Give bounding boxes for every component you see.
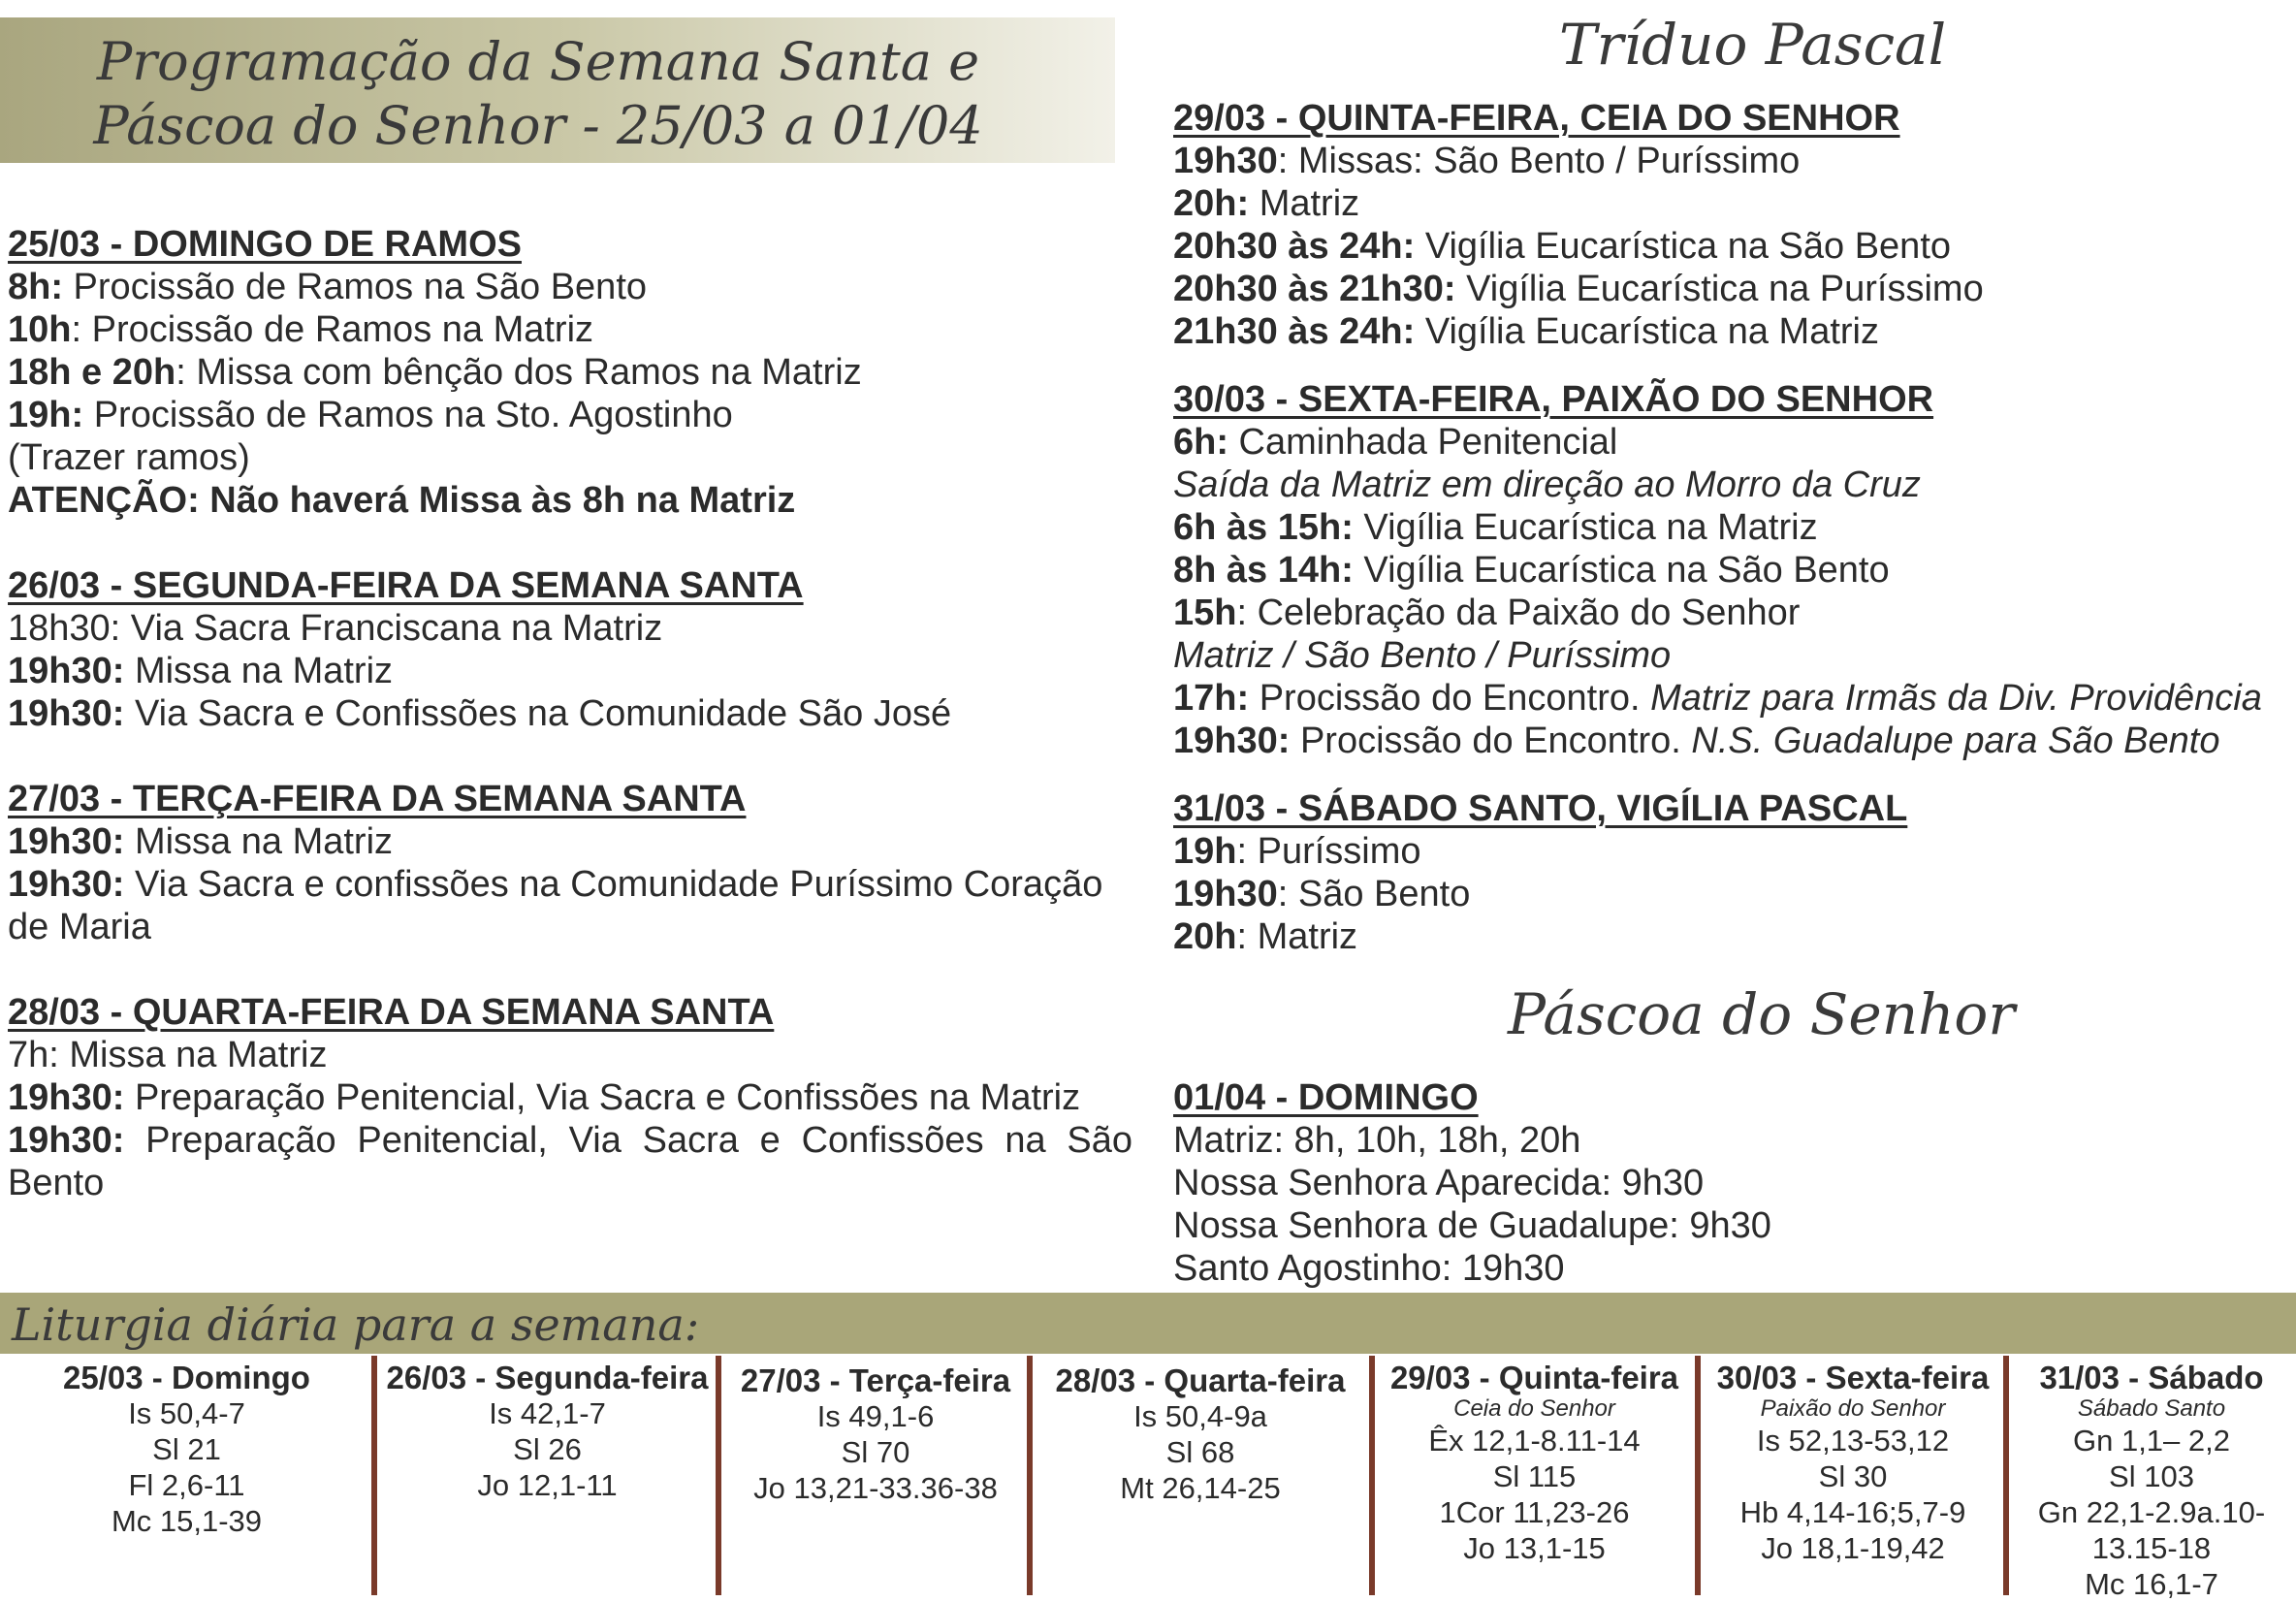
liturgy-day-label: 31/03 - Sábado (2039, 1360, 2264, 1395)
pascoa-schedule (1173, 1076, 2288, 1290)
pascoa-title: Páscoa do Senhor (1508, 981, 2016, 1047)
liturgy-day-label: 30/03 - Sexta-feira (1716, 1360, 1990, 1395)
schedule-line: 19h30: Preparação Penitencial, Via Sacra e Confissões na Matriz (8, 1077, 1081, 1118)
schedule-section (1173, 378, 2288, 762)
liturgy-day-label: 27/03 - Terça-feira (740, 1362, 1011, 1398)
column-divider (716, 1356, 721, 1595)
liturgy-day-label: 25/03 - Domingo (63, 1360, 310, 1395)
section-heading: 30/03 - SEXTA-FEIRA, PAIXÃO DO SENHOR (1173, 379, 1934, 420)
liturgy-day (1377, 1360, 1692, 1566)
column-divider (2003, 1356, 2009, 1595)
reading: Is 52,13-53,12 (1756, 1424, 1950, 1458)
liturgy-day (725, 1362, 1026, 1506)
schedule-section (1173, 787, 2288, 958)
reading: Gn 22,1-2.9a.10-13.15-18 (2037, 1495, 2266, 1565)
reading: Sl 70 (841, 1435, 910, 1469)
reading: 1Cor 11,23-26 (1439, 1495, 1630, 1529)
schedule-line: 19h30: Missa na Matriz (8, 651, 394, 691)
schedule-line: 17h: Procissão do Encontro. Matriz para Irmãs da Div. Providência (1173, 678, 2262, 719)
schedule-line: 19h30: Via Sacra e Confissões na Comunidade São José (8, 693, 952, 734)
reading: Is 50,4-7 (128, 1396, 245, 1430)
schedule-line: 19h30: Missa na Matriz (8, 821, 394, 862)
reading: Mt 26,14-25 (1120, 1471, 1281, 1505)
reading: Êx 12,1-8.11-14 (1428, 1424, 1641, 1458)
column-divider (1695, 1356, 1701, 1595)
schedule-line: 19h: Procissão de Ramos na Sto. Agostinho (8, 395, 733, 435)
liturgy-day-label: 29/03 - Quinta-feira (1389, 1360, 1679, 1395)
page-title-line1: Programação da Semana Santa e (96, 31, 980, 92)
reading: Fl 2,6-11 (128, 1468, 245, 1502)
section-heading: 28/03 - QUARTA-FEIRA DA SEMANA SANTA (8, 992, 775, 1033)
schedule-line: 21h30 às 24h: Vigília Eucarística na Matriz (1173, 311, 1879, 352)
schedule-section (8, 223, 1132, 522)
reading: Sl 103 (2109, 1459, 2194, 1493)
liturgy-title: Liturgia diária para a semana: (12, 1298, 700, 1351)
reading: Sl 115 (1492, 1459, 1577, 1493)
schedule-line: 19h30: Via Sacra e confissões na Comunidade Puríssimo Coração de Maria (8, 864, 1103, 947)
column-divider (1369, 1356, 1375, 1595)
section-heading: 29/03 - QUINTA-FEIRA, CEIA DO SENHOR (1173, 98, 1900, 139)
schedule-line: 19h30: Procissão do Encontro. N.S. Guadalupe para São Bento (1173, 721, 2220, 761)
schedule-line: 8h às 14h: Vigília Eucarística na São Bento (1173, 550, 1890, 591)
liturgy-day-subtitle: Ceia do Senhor (1453, 1395, 1615, 1422)
reading: Jo 18,1-19,42 (1761, 1531, 1945, 1565)
page-title-line2: Páscoa do Senhor - 25/03 a 01/04 (93, 95, 983, 156)
schedule-line: 8h: Procissão de Ramos na São Bento (8, 267, 648, 307)
schedule-line: 7h: Missa na Matriz (8, 1035, 328, 1075)
schedule-line: 20h30 às 24h: Vigília Eucarística na São Bento (1173, 226, 1952, 267)
reading: Gn 1,1– 2,2 (2072, 1424, 2230, 1458)
triduo-title: Tríduo Pascal (1559, 12, 1947, 78)
triduo-schedule (1173, 97, 2288, 958)
schedule-section (1173, 97, 2288, 353)
section-heading: 25/03 - DOMINGO DE RAMOS (8, 224, 522, 265)
schedule-line: 19h: Puríssimo (1173, 831, 1421, 872)
reading: Mc 15,1-39 (111, 1504, 263, 1538)
mass-time-line: Santo Agostinho: 19h30 (1173, 1248, 1565, 1289)
reading: Mc 16,1-7 (2085, 1567, 2218, 1601)
schedule-section (8, 778, 1132, 948)
title-banner (0, 17, 1115, 163)
column-divider (1027, 1356, 1033, 1595)
schedule-line: 20h: Matriz (1173, 183, 1360, 224)
reading: Jo 13,21-33.36-38 (753, 1471, 998, 1505)
reading: Sl 30 (1818, 1459, 1888, 1493)
reading: Sl 68 (1165, 1435, 1235, 1469)
schedule-line: 19h30: Missas: São Bento / Puríssimo (1173, 141, 1801, 181)
left-schedule (8, 223, 1132, 1247)
liturgy-day-label: 26/03 - Segunda-feira (386, 1360, 709, 1395)
schedule-section (8, 564, 1132, 735)
column-divider (371, 1356, 377, 1595)
attention-note: ATENÇÃO: Não haverá Missa às 8h na Matriz (8, 480, 796, 521)
reading: Jo 13,1-15 (1463, 1531, 1606, 1565)
mass-time-line: Nossa Senhora de Guadalupe: 9h30 (1173, 1205, 1771, 1246)
liturgy-day (1036, 1362, 1365, 1506)
reading: Sl 21 (152, 1432, 221, 1466)
liturgy-day (2011, 1360, 2292, 1602)
liturgy-day-label: 28/03 - Quarta-feira (1055, 1362, 1346, 1398)
reading: Is 42,1-7 (489, 1396, 606, 1430)
liturgy-day-subtitle: Paixão do Senhor (1760, 1395, 1946, 1422)
reading: Is 50,4-9a (1133, 1399, 1267, 1433)
section-heading: 27/03 - TERÇA-FEIRA DA SEMANA SANTA (8, 779, 747, 819)
schedule-line: (Trazer ramos) (8, 437, 250, 478)
liturgy-day (19, 1360, 354, 1539)
mass-time-line: Matriz: 8h, 10h, 18h, 20h (1173, 1120, 1581, 1161)
mass-time-line: Nossa Senhora Aparecida: 9h30 (1173, 1163, 1705, 1203)
reading: Hb 4,14-16;5,7-9 (1739, 1495, 1966, 1529)
section-heading: 01/04 - DOMINGO (1173, 1077, 1479, 1118)
schedule-line: 15h: Celebração da Paixão do Senhor (1173, 593, 1801, 633)
schedule-line: Matriz / São Bento / Puríssimo (1173, 635, 1672, 676)
liturgy-day (1703, 1360, 2003, 1566)
section-heading: 26/03 - SEGUNDA-FEIRA DA SEMANA SANTA (8, 565, 804, 606)
schedule-line: 18h30: Via Sacra Franciscana na Matriz (8, 608, 663, 649)
schedule-section (8, 991, 1132, 1204)
section-heading: 31/03 - SÁBADO SANTO, VIGÍLIA PASCAL (1173, 788, 1908, 829)
schedule-line: 10h: Procissão de Ramos na Matriz (8, 309, 594, 350)
reading: Is 49,1-6 (816, 1399, 935, 1433)
schedule-line: 19h30: Preparação Penitencial, Via Sacra e Confissões na São Bento (8, 1120, 1132, 1203)
schedule-line: 6h às 15h: Vigília Eucarística na Matriz (1173, 507, 1818, 548)
schedule-line: 6h: Caminhada Penitencial (1173, 422, 1618, 463)
reading: Jo 12,1-11 (477, 1468, 618, 1502)
schedule-line: 20h: Matriz (1173, 916, 1358, 957)
schedule-line: 19h30: São Bento (1173, 874, 1471, 914)
liturgy-day-subtitle: Sábado Santo (2077, 1395, 2226, 1422)
schedule-line: 20h30 às 21h30: Vigília Eucarística na Puríssimo (1173, 269, 1984, 309)
schedule-line: 18h e 20h: Missa com bênção dos Ramos na Matriz (8, 352, 862, 393)
schedule-line: Saída da Matriz em direção ao Morro da Cruz (1173, 465, 1921, 505)
reading: Sl 26 (513, 1432, 582, 1466)
liturgy-day (380, 1360, 715, 1503)
liturgy-banner (0, 1293, 2296, 1354)
